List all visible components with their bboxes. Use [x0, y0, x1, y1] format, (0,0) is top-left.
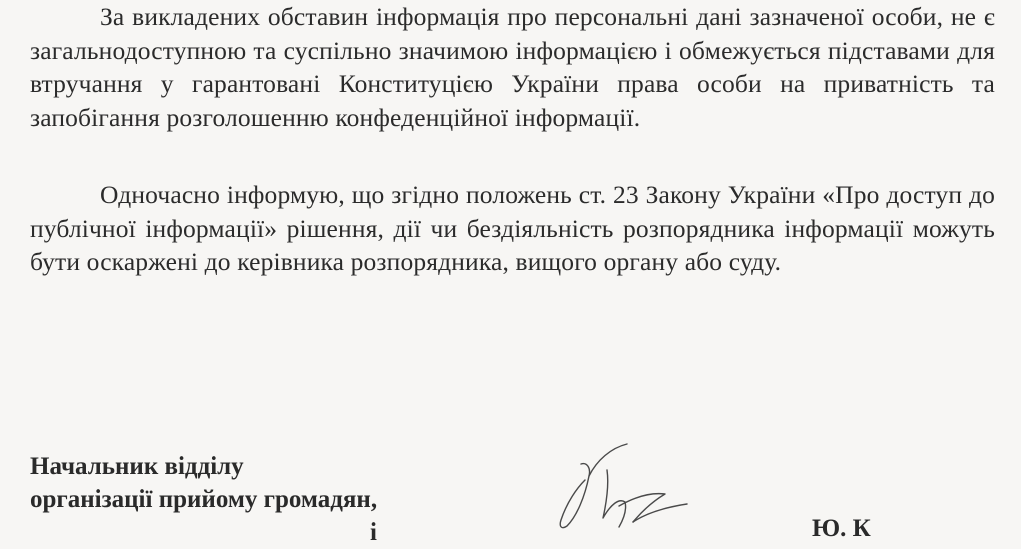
- position-line-3-partial: [30, 516, 377, 546]
- body-paragraph-2: Одночасно інформую, що згідно положень ст. 23 Закону України «Про доступ до публічної інформації» рішення, дії чи бездіяльність розпорядника інформації можуть бути оскаржені до керівника розпорядника, вищого органу або суду.: [30, 180, 995, 276]
- signatory-name: Ю. К: [812, 515, 871, 542]
- position-line-1: Начальник відділу: [30, 453, 244, 480]
- signatory-position: [30, 450, 378, 546]
- position-line-3-text: і: [370, 519, 377, 546]
- body-paragraph-1: За викладених обставин інформація про персональні дані зазначеної особи, не є загальнодоступною та суспільно значимою інформацією і обмежується підставами для втручання у гарантовані Конституцією України права особи на приватність та запобігання розголошенню конфеденційної інформації.: [30, 2, 995, 132]
- handwritten-signature: [515, 440, 695, 527]
- position-line-2: організації прийому громадян,: [30, 486, 378, 513]
